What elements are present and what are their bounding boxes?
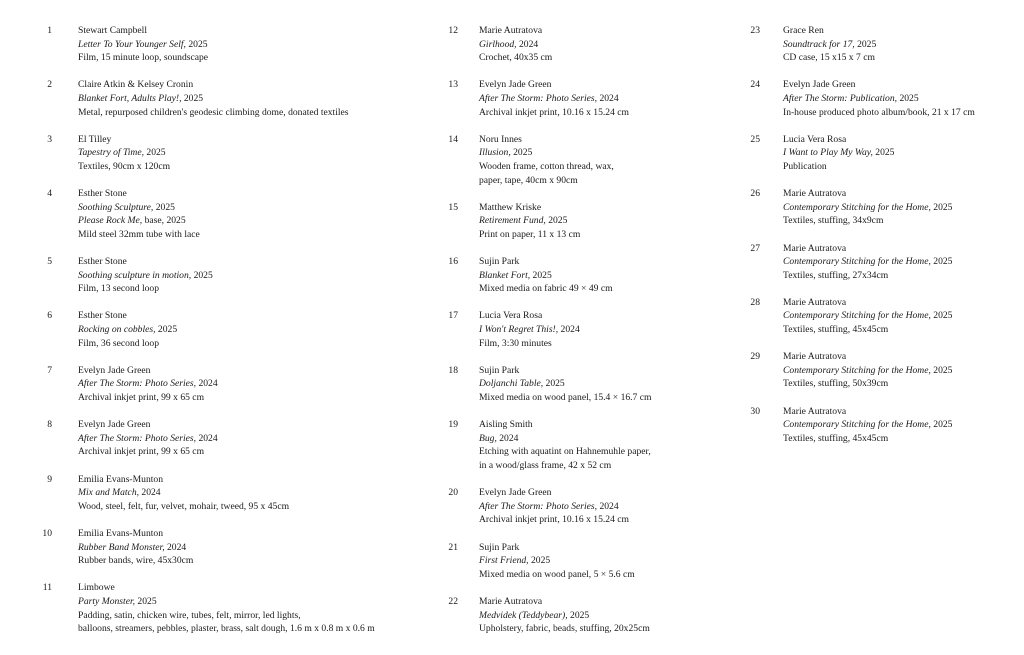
- artist-name: Esther Stone: [78, 188, 127, 200]
- work-year: 2025: [191, 269, 213, 281]
- list-item: [700, 405, 1024, 446]
- item-body: [479, 364, 730, 405]
- work-details: Mixed media on wood panel, 5 × 5.6 cm: [479, 568, 635, 580]
- item-body: [78, 255, 430, 296]
- work-year: 2024: [164, 541, 187, 553]
- item-body: [783, 24, 1024, 65]
- item-number: 14: [448, 133, 458, 145]
- work-year: 2025: [545, 215, 568, 227]
- artist-name: Emilia Evans-Munton: [78, 527, 163, 539]
- list-item: [700, 350, 1024, 391]
- work-details: Film, 36 second loop: [78, 337, 160, 349]
- work-details: Print on paper, 11 x 13 cm: [479, 228, 581, 240]
- work-details: CD case, 15 x15 x 7 cm: [783, 52, 875, 64]
- work-details: Archival inkjet print, 99 x 65 cm: [78, 446, 205, 458]
- item-number: 6: [47, 310, 52, 322]
- work-title: Rocking on cobbles,: [78, 324, 156, 336]
- list-item: [400, 595, 730, 636]
- artist-name: Evelyn Jade Green: [78, 364, 151, 376]
- list-item: [0, 133, 430, 174]
- item-body: [783, 405, 1024, 446]
- work-title: After The Storm: Photo Series,: [78, 432, 197, 444]
- work-year: 2024: [139, 487, 161, 499]
- artist-name: Claire Atkin & Kelsey Cronin: [78, 79, 194, 91]
- work-title-line: [78, 201, 430, 215]
- item-body: [479, 78, 730, 119]
- item-body: [479, 595, 730, 636]
- work-title: Soothing sculpture in motion,: [78, 269, 192, 281]
- item-body: [479, 309, 730, 350]
- work-details: Wood, steel, felt, fur, velvet, mohair, tweed, 95 x 45cm: [78, 500, 290, 512]
- item-number: 4: [47, 188, 52, 200]
- artist-name: Stewart Campbell: [78, 25, 148, 36]
- item-number: 1: [47, 25, 52, 36]
- work-details: Textiles, stuffing, 34x9cm: [783, 215, 884, 227]
- item-number: 8: [47, 419, 52, 431]
- list-item: [700, 242, 1024, 283]
- work-title-line: [78, 38, 430, 52]
- artist-name: Noru Innes: [479, 133, 522, 145]
- item-number: 16: [448, 256, 458, 268]
- work-title: Please Rock Me,: [78, 215, 143, 227]
- work-year: 2025: [135, 595, 157, 607]
- artist-name: Grace Ren: [783, 25, 824, 36]
- artist-name: Matthew Kriske: [479, 201, 542, 213]
- item-body: [78, 581, 430, 635]
- work-title: Contemporary Stitching for the Home,: [783, 201, 931, 213]
- work-year: 2025: [543, 378, 565, 390]
- work-year: 2024: [196, 432, 218, 444]
- list-item: [400, 364, 730, 405]
- work-title: Illusion,: [479, 147, 511, 159]
- artist-name: Marie Autratova: [783, 296, 847, 308]
- work-title-line: [479, 323, 730, 337]
- work-title: Contemporary Stitching for the Home,: [783, 310, 931, 322]
- work-details: Archival inkjet print, 10.16 x 15.24 cm: [479, 106, 630, 118]
- artist-name: Evelyn Jade Green: [783, 79, 856, 91]
- work-title-line: [479, 146, 730, 160]
- work-details: Archival inkjet print, 10.16 x 15.24 cm: [479, 514, 630, 526]
- work-title: Retirement Fund,: [479, 215, 546, 227]
- item-number: 12: [448, 25, 458, 36]
- work-details: Textiles, 90cm x 120cm: [78, 160, 171, 172]
- list-column-1: [0, 24, 430, 649]
- work-title: Bug,: [479, 432, 497, 444]
- item-number: 10: [42, 527, 52, 539]
- artist-name: Esther Stone: [78, 310, 127, 322]
- artist-name: Lucia Vera Rosa: [783, 133, 847, 145]
- work-year: 2025: [567, 609, 590, 621]
- item-number: 24: [750, 79, 760, 91]
- list-item: [700, 24, 1024, 65]
- artist-name: Limbowe: [78, 582, 115, 594]
- work-year: 2025: [144, 147, 166, 159]
- item-number: 21: [448, 541, 458, 553]
- work-title-line: [783, 364, 1024, 378]
- list-column-2: [400, 24, 730, 649]
- work-details: Upholstery, fabric, beads, stuffing, 20x25cm: [479, 623, 650, 635]
- work-details: Metal, repurposed children's geodesic climbing dome, donated textiles: [78, 106, 349, 118]
- list-item: [400, 486, 730, 527]
- work-year: 2025: [930, 364, 953, 376]
- work-title-line: [783, 309, 1024, 323]
- work-details: In-house produced photo album/book, 21 x 17 cm: [783, 106, 975, 118]
- item-body: [479, 133, 730, 187]
- work-title-line: [78, 323, 430, 337]
- artist-name: Evelyn Jade Green: [479, 79, 552, 91]
- work-title-line: [479, 377, 730, 391]
- item-number: 25: [750, 133, 760, 145]
- work-title: Contemporary Stitching for the Home,: [783, 364, 931, 376]
- work-year: 2025: [930, 201, 953, 213]
- work-details: Textiles, stuffing, 27x34cm: [783, 269, 889, 281]
- item-body: [479, 418, 730, 472]
- work-title-line: [479, 554, 730, 568]
- list-item: [0, 364, 430, 405]
- list-item: [0, 418, 430, 459]
- item-number: 5: [47, 256, 52, 268]
- work-details: Textiles, stuffing, 45x45cm: [783, 324, 889, 336]
- work-title: First Friend,: [479, 555, 529, 567]
- work-title: Blanket Fort,: [479, 269, 531, 281]
- work-year: 2025: [872, 147, 895, 159]
- artist-name: Marie Autratova: [783, 351, 847, 363]
- work-title-line: [783, 255, 1024, 269]
- work-details: Padding, satin, chicken wire, tubes, felt, mirror, led lights,: [78, 609, 301, 621]
- work-title: After The Storm: Publication,: [783, 92, 898, 104]
- list-item: [700, 187, 1024, 228]
- work-title: Girlhood,: [479, 38, 517, 50]
- list-item: [400, 24, 730, 65]
- work-year: 2024: [196, 378, 218, 390]
- item-number: 30: [750, 405, 760, 417]
- work-year: 2025: [155, 324, 178, 336]
- work-title-line: [783, 418, 1024, 432]
- work-details: Film, 13 second loop: [78, 283, 160, 295]
- item-number: 7: [47, 364, 52, 376]
- item-body: [783, 187, 1024, 228]
- list-item: [0, 581, 430, 635]
- item-body: [78, 418, 430, 459]
- list-item: [400, 201, 730, 242]
- artist-name: El Tilley: [78, 133, 112, 145]
- work-title-line: [783, 92, 1024, 106]
- work-title: Party Monster,: [78, 595, 136, 607]
- item-number: 9: [47, 473, 52, 485]
- work-title-line: [783, 201, 1024, 215]
- work-details: Textiles, stuffing, 50x39cm: [783, 378, 889, 390]
- work-year: 2025: [181, 92, 204, 104]
- work-title: After The Storm: Photo Series,: [479, 92, 598, 104]
- work-title: After The Storm: Photo Series,: [78, 378, 197, 390]
- artist-name: Sujin Park: [479, 256, 520, 268]
- work-title: Mix and Match,: [78, 487, 140, 499]
- work-details: Textiles, stuffing, 45x45cm: [783, 432, 889, 444]
- item-body: [783, 242, 1024, 283]
- item-body: [479, 201, 730, 242]
- item-number: 19: [448, 419, 458, 431]
- artist-name: Marie Autratova: [783, 188, 847, 200]
- item-body: [78, 364, 430, 405]
- work-details: Rubber bands, wire, 45x30cm: [78, 555, 194, 567]
- work-title: Tapestry of Time,: [78, 147, 145, 159]
- artist-name: Esther Stone: [78, 256, 127, 268]
- work-year: 2025: [854, 38, 877, 50]
- item-body: [783, 350, 1024, 391]
- work-title-line: [479, 500, 730, 514]
- item-number: 28: [750, 296, 760, 308]
- work-title: Blanket Fort, Adults Play!,: [78, 92, 182, 104]
- work-title-line: [479, 38, 730, 52]
- work-details: balloons, streamers, pebbles, plaster, brass, salt dough, 1.6 m x 0.8 m x 0.6 m: [78, 623, 375, 635]
- list-item: [0, 24, 430, 65]
- work-title: Contemporary Stitching for the Home,: [783, 419, 931, 431]
- artist-name: Marie Autratova: [479, 595, 543, 607]
- artist-name: Sujin Park: [479, 541, 520, 553]
- item-body: [78, 187, 430, 241]
- item-body: [78, 133, 430, 174]
- work-title: I Won't Regret This!,: [479, 324, 559, 336]
- item-body: [78, 527, 430, 568]
- work-title-line: [479, 609, 730, 623]
- item-number: 17: [448, 310, 458, 322]
- artist-name: Aisling Smith: [479, 419, 533, 431]
- work-title: I Want to Play My Way,: [783, 147, 873, 159]
- work-title-line: [479, 92, 730, 106]
- item-body: [78, 24, 430, 65]
- work-title-line: [783, 38, 1024, 52]
- item-number: 23: [750, 25, 760, 36]
- item-body: [78, 309, 430, 350]
- work-details: Mixed media on fabric 49 × 49 cm: [479, 283, 613, 295]
- list-item: [0, 187, 430, 241]
- item-body: [479, 486, 730, 527]
- artist-name: Emilia Evans-Munton: [78, 473, 163, 485]
- item-body: [479, 541, 730, 582]
- work-title-line: [479, 214, 730, 228]
- work-details: in a wood/glass frame, 42 x 52 cm: [479, 460, 612, 471]
- work-year: base, 2025: [142, 215, 186, 227]
- item-number: 22: [448, 595, 458, 607]
- work-title: Rubber Band Monster,: [78, 541, 165, 553]
- artist-name: Lucia Vera Rosa: [479, 310, 543, 322]
- work-title-line: [78, 214, 430, 228]
- item-body: [479, 24, 730, 65]
- item-number: 15: [448, 201, 458, 213]
- work-title-line: [479, 432, 730, 446]
- list-item: [0, 255, 430, 296]
- item-number: 27: [750, 242, 760, 254]
- work-title-line: [78, 541, 430, 555]
- work-details: Wooden frame, cotton thread, wax,: [479, 160, 614, 172]
- list-item: [700, 78, 1024, 119]
- list-item: [400, 78, 730, 119]
- item-body: [479, 255, 730, 296]
- work-year: 2025: [930, 310, 953, 322]
- list-item: [0, 527, 430, 568]
- artist-name: Sujin Park: [479, 364, 520, 376]
- list-item: [0, 473, 430, 514]
- work-title-line: [479, 269, 730, 283]
- list-item: [400, 418, 730, 472]
- item-number: 20: [448, 487, 458, 499]
- item-number: 3: [47, 133, 52, 145]
- work-title: Soundtrack for 17,: [783, 38, 855, 50]
- work-title-line: [78, 432, 430, 446]
- work-year: 2025: [153, 201, 175, 213]
- item-body: [783, 78, 1024, 119]
- work-year: 2024: [496, 432, 519, 444]
- list-item: [700, 296, 1024, 337]
- work-details: Archival inkjet print, 99 x 65 cm: [78, 392, 205, 404]
- work-year: 2024: [558, 324, 580, 336]
- work-title: Letter To Your Younger Self,: [78, 38, 186, 50]
- work-title: Doljanchi Table,: [479, 378, 544, 390]
- work-details: Publication: [783, 160, 827, 172]
- item-body: [78, 78, 430, 119]
- work-details: Mixed media on wood panel, 15.4 × 16.7 cm: [479, 392, 652, 404]
- artist-name: Marie Autratova: [783, 242, 847, 254]
- work-title-line: [78, 92, 430, 106]
- work-year: 2025: [510, 147, 533, 159]
- item-number: 11: [42, 582, 52, 594]
- list-item: [0, 78, 430, 119]
- list-column-3: [700, 24, 1024, 459]
- work-title-line: [783, 146, 1024, 160]
- work-year: 2025: [930, 256, 953, 268]
- work-year: 2025: [530, 269, 552, 281]
- item-number: 2: [47, 79, 52, 91]
- work-title-line: [78, 486, 430, 500]
- artist-name: Evelyn Jade Green: [78, 419, 151, 431]
- work-details: Etching with aquatint on Hahnemuhle paper,: [479, 446, 651, 458]
- work-title-line: [78, 269, 430, 283]
- work-title: After The Storm: Photo Series,: [479, 500, 598, 512]
- item-body: [78, 473, 430, 514]
- work-details: Film, 15 minute loop, soundscape: [78, 52, 209, 64]
- work-year: 2024: [516, 38, 539, 50]
- work-title: Contemporary Stitching for the Home,: [783, 256, 931, 268]
- list-item: [400, 541, 730, 582]
- work-year: 2025: [930, 419, 953, 431]
- list-item: [400, 309, 730, 350]
- list-item: [400, 133, 730, 187]
- work-details: Mild steel 32mm tube with lace: [78, 228, 200, 240]
- work-details: Crochet, 40x35 cm: [479, 52, 553, 64]
- work-details: Film, 3:30 minutes: [479, 337, 552, 349]
- work-year: 2024: [597, 92, 619, 104]
- item-number: 13: [448, 79, 458, 91]
- work-year: 2024: [597, 500, 619, 512]
- item-number: 18: [448, 364, 458, 376]
- list-item: [0, 309, 430, 350]
- work-year: 2025: [185, 38, 208, 50]
- artist-name: Marie Autratova: [479, 25, 543, 36]
- work-details: paper, tape, 40cm x 90cm: [479, 174, 578, 186]
- work-title-line: [78, 377, 430, 391]
- item-number: 29: [750, 351, 760, 363]
- list-item: [700, 133, 1024, 174]
- work-title-line: [78, 146, 430, 160]
- item-body: [783, 133, 1024, 174]
- work-year: 2025: [528, 555, 551, 567]
- list-item: [400, 255, 730, 296]
- work-year: 2025: [897, 92, 919, 104]
- item-body: [783, 296, 1024, 337]
- work-title: Soothing Sculpture,: [78, 201, 154, 213]
- item-number: 26: [750, 188, 760, 200]
- work-title: Medvidek (Teddybear),: [479, 609, 568, 621]
- work-title-line: [78, 595, 430, 609]
- artist-name: Evelyn Jade Green: [479, 487, 552, 499]
- artist-name: Marie Autratova: [783, 405, 847, 417]
